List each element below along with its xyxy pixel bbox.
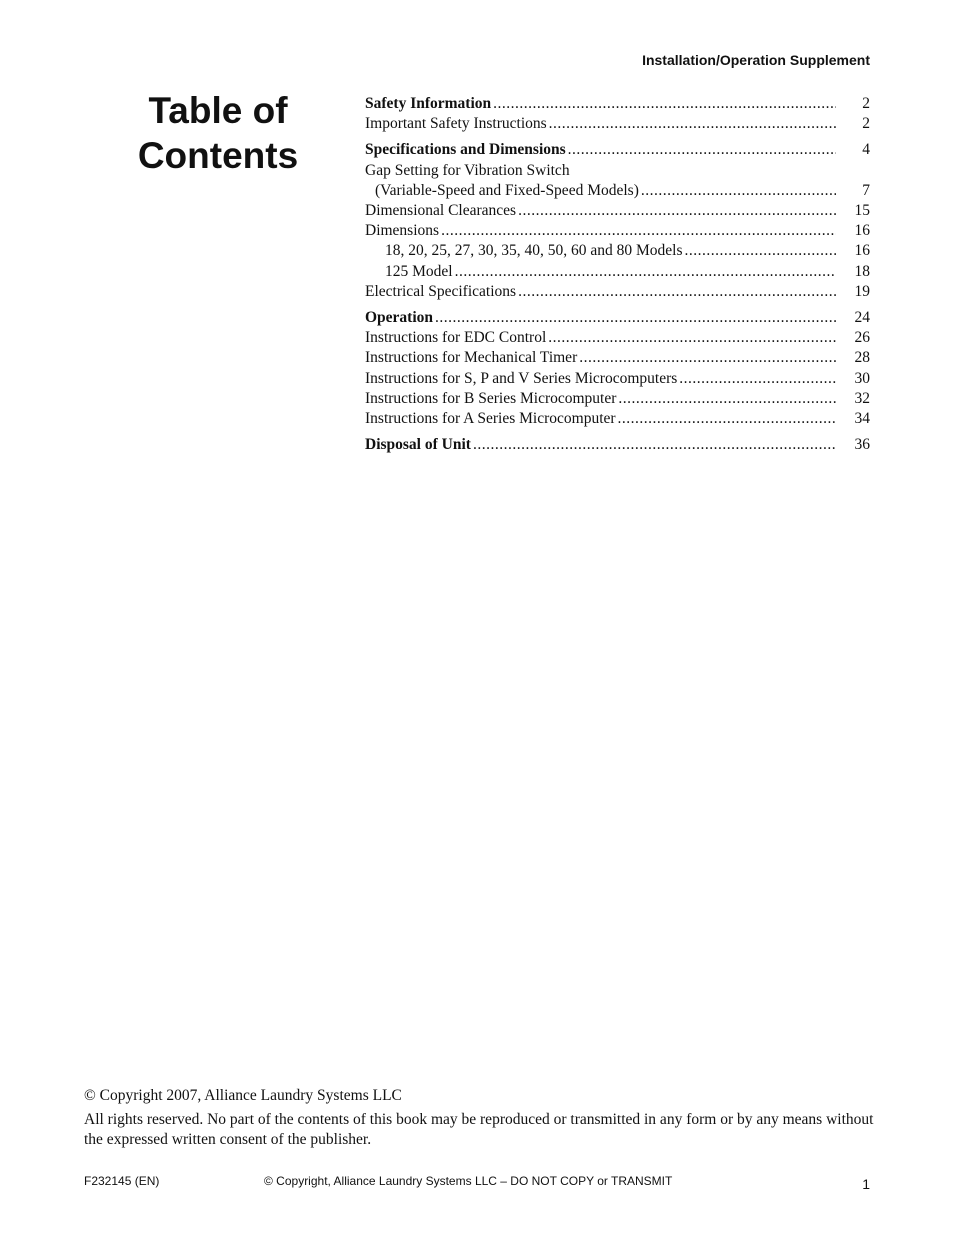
- toc-leader-dots: [518, 201, 836, 221]
- toc-entry-label: Operation: [365, 309, 434, 327]
- copyright-line: © Copyright 2007, Alliance Laundry Systems LLC: [84, 1087, 402, 1104]
- toc-section: [365, 308, 870, 429]
- toc-leader-dots: [679, 369, 836, 389]
- toc-section: [365, 94, 870, 134]
- toc-entry-page: 26: [854, 329, 870, 347]
- toc-entry-label: Safety Information: [365, 95, 492, 112]
- toc-leader-dots: [441, 221, 836, 241]
- toc-leader-dots: [518, 282, 836, 302]
- toc-entry-label: Dimensions: [365, 222, 440, 240]
- toc-entry-page: 16: [854, 242, 870, 260]
- toc-section: [365, 435, 870, 455]
- toc-leader-dots: [493, 94, 836, 114]
- toc-leader-dots: [549, 114, 836, 134]
- toc-entry-label: Instructions for S, P and V Series Microcomputers: [365, 369, 678, 387]
- toc-leader-dots: [685, 241, 836, 261]
- copy-notice: © Copyright, Alliance Laundry Systems LLC – DO NOT COPY or TRANSMIT: [264, 1174, 673, 1188]
- toc-entry-label: 125 Model: [385, 262, 453, 280]
- toc-entry-page: 18: [854, 262, 870, 280]
- toc-entry[interactable]: [365, 140, 870, 160]
- toc-entry[interactable]: [365, 241, 870, 261]
- toc-entry-page: 16: [854, 222, 870, 240]
- toc-entry-page: 34: [854, 410, 870, 428]
- toc-entry[interactable]: [365, 282, 870, 302]
- toc-entry-page: 32: [854, 389, 870, 407]
- document-header-title: Installation/Operation Supplement: [642, 52, 870, 68]
- toc-entry-label: Electrical Specifications: [365, 282, 517, 300]
- toc-entry[interactable]: [365, 114, 870, 134]
- toc-entry[interactable]: [365, 308, 870, 328]
- toc-heading-line2: Contents: [137, 135, 299, 176]
- toc-entry[interactable]: [365, 328, 870, 348]
- toc-entry-label: Gap Setting for Vibration Switch: [365, 161, 570, 179]
- toc-entry[interactable]: [365, 348, 870, 368]
- toc-entry[interactable]: [365, 389, 870, 409]
- toc-leader-dots: [473, 435, 836, 455]
- toc-entry[interactable]: [365, 409, 870, 429]
- copyright-block: [84, 1086, 874, 1150]
- toc-entry-label: Disposal of Unit: [365, 436, 471, 454]
- toc-entry-page: 19: [854, 282, 870, 300]
- toc-heading: [118, 88, 318, 178]
- toc-entry[interactable]: [365, 181, 870, 201]
- page-number: 1: [862, 1176, 870, 1192]
- toc-entry-label: Important Safety Instructions: [365, 115, 547, 133]
- toc-entry-label: Instructions for Mechanical Timer: [365, 349, 578, 367]
- rights-statement: All rights reserved. No part of the contents of this book may be reproduced or transmitted in any form or by any means without the expressed written consent of the publisher.: [84, 1111, 874, 1148]
- toc-leader-dots: [548, 328, 836, 348]
- toc-entry-label: Instructions for EDC Control: [365, 329, 547, 347]
- toc-leader-dots: [641, 181, 836, 201]
- toc-leader-dots: [455, 262, 836, 282]
- toc-entry-page: 15: [854, 202, 870, 220]
- toc-entry-page: 30: [854, 369, 870, 387]
- toc-leader-dots: [568, 140, 836, 160]
- toc-entry-page: 2: [862, 115, 870, 133]
- toc-entry[interactable]: [365, 221, 870, 241]
- toc-entry-label: Dimensional Clearances: [365, 202, 517, 220]
- toc-entry-label: Instructions for A Series Microcomputer: [365, 410, 616, 428]
- toc-entry[interactable]: [365, 262, 870, 282]
- toc-entry[interactable]: [365, 94, 870, 114]
- toc-entry-page: 7: [862, 181, 870, 199]
- toc-leader-dots: [618, 409, 836, 429]
- toc-entry-label: Specifications and Dimensions: [365, 141, 566, 159]
- toc-section: [365, 140, 870, 302]
- toc-entry[interactable]: [365, 435, 870, 455]
- toc-leader-dots: [618, 389, 836, 409]
- table-of-contents: [365, 94, 870, 461]
- toc-entry-page: 2: [862, 95, 870, 112]
- toc-entry[interactable]: [365, 161, 870, 181]
- toc-entry-label: (Variable-Speed and Fixed-Speed Models): [375, 181, 639, 199]
- toc-leader-dots: [579, 348, 836, 368]
- document-id: F232145 (EN): [84, 1174, 160, 1188]
- toc-entry[interactable]: [365, 369, 870, 389]
- toc-entry-page: 28: [854, 349, 870, 367]
- toc-entry-page: 24: [854, 309, 870, 327]
- toc-entry[interactable]: [365, 201, 870, 221]
- toc-heading-line1: Table of: [148, 90, 288, 131]
- toc-entry-label: 18, 20, 25, 27, 30, 35, 40, 50, 60 and 80 Models: [385, 242, 683, 260]
- toc-leader-dots: [435, 308, 836, 328]
- toc-entry-page: 4: [862, 141, 870, 159]
- toc-entry-page: 36: [854, 436, 870, 454]
- toc-entry-label: Instructions for B Series Microcomputer: [365, 389, 617, 407]
